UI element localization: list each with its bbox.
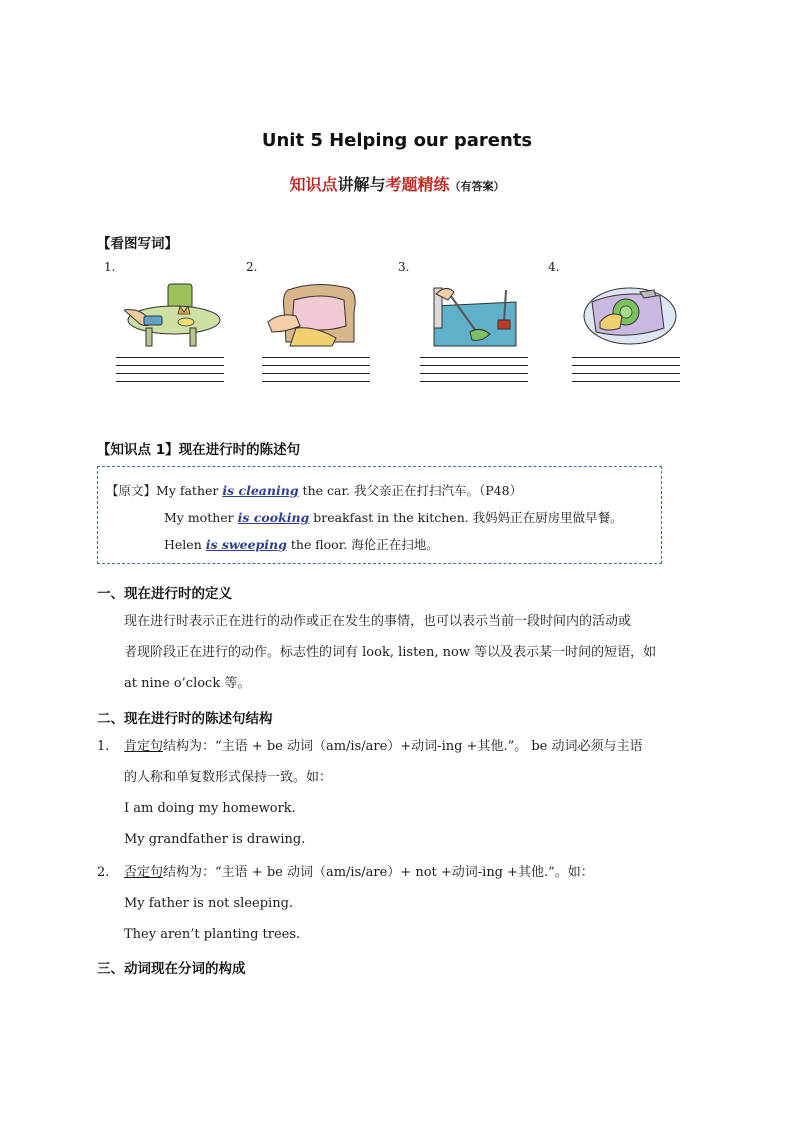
picture-2-number: 2. — [246, 260, 258, 274]
sentence-1-pre: My father — [156, 483, 223, 498]
item-1-example-2: My grandfather is drawing. — [124, 832, 306, 847]
knowledge-point-heading: 【知识点 1】现在进行时的陈述句 — [97, 442, 301, 458]
sentence-2-post: breakfast in the kitchen. 我妈妈正在厨房里做早餐。 — [309, 510, 623, 525]
section-1-body — [124, 606, 656, 699]
picture-4-number: 4. — [548, 260, 560, 274]
sentence-3-post: the floor. 海伦正在扫地。 — [286, 537, 439, 552]
item-1-number: 1. — [97, 739, 110, 754]
page-subtitle — [0, 172, 794, 195]
making-bed-icon — [266, 282, 366, 348]
washing-dishes-icon — [580, 282, 680, 348]
item-2-text: 结构为：“主语 + be 动词（am/is/are）+ not +动词-ing +其他.”。如： — [163, 865, 594, 880]
original-label: 【原文】 — [106, 483, 157, 498]
section-picture-heading: 【看图写词】 — [97, 236, 178, 252]
sentence-1-verb: is cleaning — [222, 483, 299, 498]
picture-3-number: 3. — [398, 260, 410, 274]
page-title: Unit 5 Helping our parents — [261, 130, 533, 151]
item-1-line-1 — [124, 731, 643, 762]
mopping-floor-icon — [420, 282, 520, 348]
item-1-example-1: I am doing my homework. — [124, 801, 296, 816]
original-text-box — [97, 466, 662, 564]
original-sentence-1 — [106, 481, 522, 499]
sentence-1-post: the car. 我父亲正在打扫汽车。（P48） — [298, 483, 523, 498]
item-2-number: 2. — [97, 865, 110, 880]
picture-1-number: 1. — [104, 260, 116, 274]
item-2-keyword: 否定句 — [124, 865, 164, 880]
original-sentence-3 — [164, 535, 439, 553]
answer-lines-4 — [572, 357, 680, 389]
sentence-2-verb: is cooking — [237, 510, 310, 525]
subtitle-part3: 考题精练 — [385, 175, 450, 194]
subtitle-part1: 知识点 — [289, 175, 338, 194]
wiping-table-icon — [124, 282, 224, 348]
item-2-example-2: They aren’t planting trees. — [124, 927, 301, 942]
section-1-heading: 一、现在进行时的定义 — [97, 586, 232, 602]
answer-lines-1 — [116, 357, 224, 389]
section-1-line-2: 者现阶段正在进行的动作。标志性的词有 look, listen, now 等以及表示某一时间的短语，如 — [124, 645, 657, 660]
subtitle-part2: 讲解与 — [337, 175, 386, 194]
item-2-line-1 — [124, 857, 594, 888]
item-2-example-1: My father is not sleeping. — [124, 896, 294, 911]
item-1-block — [124, 731, 643, 855]
sentence-2-pre: My mother — [164, 510, 238, 525]
section-1-line-1: 现在进行时表示正在进行的动作或正在发生的事情，也可以表示当前一段时间内的活动或 — [124, 614, 632, 629]
answer-lines-2 — [262, 357, 370, 389]
section-1-line-3: at nine o’clock 等。 — [124, 676, 251, 691]
item-1-text: 结构为：“主语 + be 动词（am/is/are）+动词-ing +其他.”。 be 动词必须与主语 — [163, 739, 643, 754]
item-2-block — [124, 857, 594, 950]
sentence-3-pre: Helen — [164, 537, 206, 552]
original-sentence-2 — [164, 508, 623, 526]
section-3-heading: 三、动词现在分词的构成 — [97, 961, 246, 977]
item-1-keyword: 肯定句 — [124, 739, 164, 754]
answer-lines-3 — [420, 357, 528, 389]
section-2-heading: 二、现在进行时的陈述句结构 — [97, 711, 273, 727]
subtitle-note: （有答案） — [449, 180, 505, 193]
item-1-line-2: 的人称和单复数形式保持一致。如： — [124, 770, 333, 785]
sentence-3-verb: is sweeping — [205, 537, 287, 552]
